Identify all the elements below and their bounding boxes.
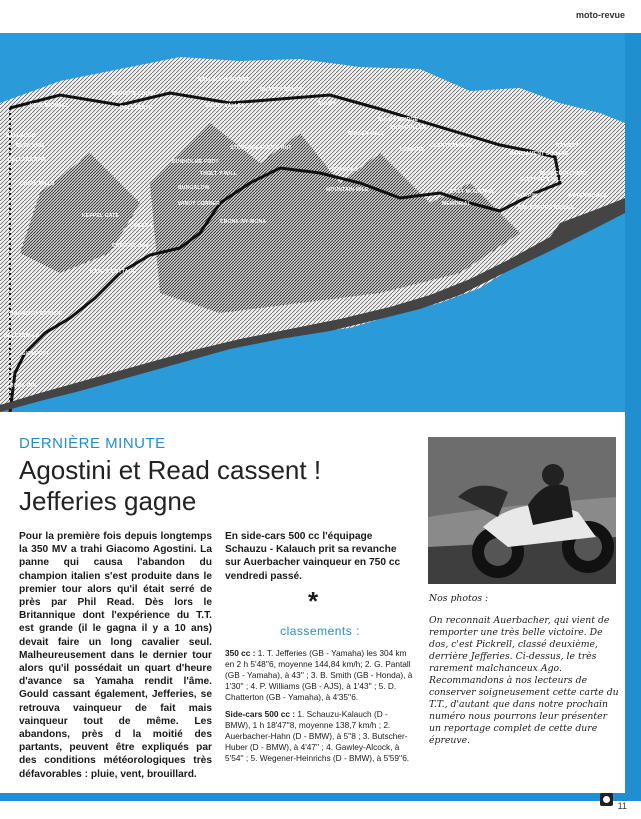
map-label: CRONK-NY-MONA bbox=[220, 219, 267, 225]
map-label: BALLAUGH bbox=[6, 133, 36, 139]
article-title bbox=[19, 455, 321, 517]
asterisk-divider: * bbox=[308, 586, 319, 616]
results-350cc-text: 1. T. Jefferies (GB - Yamaha) les 304 km en 2 h 5'48''6, moyenne 144,84 km/h; 2. G. Pantall (GB - Yamaha), à 43'' ; 3. B. Smith (GB - Honda), à 1'30'' ; 4. P. Williams (GB - AJS), à 1'43'' ; 5. D. Chatterton (GB - Yamaha), à 4'35''6. bbox=[225, 648, 413, 702]
map-label: RAMSEY bbox=[556, 143, 579, 149]
map-label: EAST MOUNTAIN bbox=[450, 189, 494, 195]
map-label: DUNHOLME FOOT bbox=[172, 159, 219, 165]
map-label: BRANDISH CORNER bbox=[10, 311, 63, 317]
map-label: KEPPEL GATE bbox=[82, 213, 120, 219]
map-label: STEPPER'S HILL bbox=[520, 177, 564, 183]
classements-heading: classements : bbox=[280, 624, 360, 638]
map-label: BALLACRYE bbox=[120, 105, 153, 111]
tt-course-map bbox=[0, 33, 625, 412]
results-sidecars-text: 1. Schauzu-Kalauch (D - BMW), 1 h 18'47''8, moyenne 138,7 km/h ; 2. Auerbacher-Hahn (D - BMW), à 5''8 ; 3. Butscher-Huber (D - BMW), à 4'47'' ; 4. Gawley-Alcock, à 5'54'' ; 5. Wegener-Heinrichs (D - BMW), à 5'59''6. bbox=[225, 709, 410, 763]
map-label: HAIRPIN bbox=[515, 193, 537, 199]
map-label: SULBY VALLEY bbox=[205, 103, 245, 109]
page-content bbox=[0, 33, 625, 793]
article-kicker: DERNIÈRE MINUTE bbox=[19, 435, 166, 452]
map-label: BALLAUGH BRIDGE bbox=[198, 77, 250, 83]
article-body-column-2: En side-cars 500 cc l'équipage Schauzu - Kalauch prit sa revanche sur Auerbacher vainqueur en 750 cc vendredi passé. bbox=[225, 531, 401, 582]
map-label: GLEN VINE bbox=[16, 143, 45, 149]
map-label: BUNGALOW bbox=[178, 185, 210, 191]
caption-body: On reconnait Auerbacher, qui vient de remporter une très belle victoire. De dos, c'est Pickrell, classé deuxième, derrière Jefferies. Ci-dessus, le très rarement malchanceux Ago. Recommandons à nos lecteurs de conserver soigneusement cette carte du T.T., d'autant que dans notre prochain numéro nous pourrons leur présenter un reportage complet de cette dure épreuve. bbox=[429, 615, 619, 746]
map-label: CREG-NY-BAA bbox=[112, 243, 150, 249]
map-illustration bbox=[0, 33, 625, 412]
map-label: SULBY bbox=[318, 101, 336, 107]
map-label: CRONK INN bbox=[6, 383, 37, 389]
map-label: MOUNTAIN MILE bbox=[326, 187, 369, 193]
map-label: MEMORIAL bbox=[442, 201, 471, 207]
motorcycle-photo bbox=[428, 437, 616, 584]
map-label: KIRK MICHAEL bbox=[30, 103, 69, 109]
map-label: WATERWORKS bbox=[568, 193, 607, 199]
map-label: BALLACRAINE bbox=[8, 157, 47, 163]
photo-caption bbox=[429, 593, 621, 747]
rider-image bbox=[428, 437, 616, 584]
results-350cc bbox=[225, 648, 415, 703]
results-350cc-label: 350 cc : bbox=[225, 648, 256, 658]
map-label: SIGNPOST bbox=[22, 351, 50, 357]
map-label: GREEBA bbox=[130, 223, 153, 229]
map-label: STONEBREAKER'S HUT bbox=[230, 145, 292, 151]
results-sidecars bbox=[225, 709, 415, 764]
caption-heading: Nos photos : bbox=[429, 593, 489, 604]
map-label: QUARRY BENDS bbox=[260, 87, 303, 93]
map-label: SULBY BRIDGE bbox=[378, 117, 419, 123]
map-label: KATE'S COTTAGE bbox=[90, 269, 137, 275]
race-results bbox=[225, 648, 415, 770]
map-label: GOVERNORS BRIDGE bbox=[518, 205, 575, 211]
map-label: PARLIAMENT SQUARE bbox=[510, 151, 569, 157]
map-label: GLENTRAMMAN bbox=[430, 143, 472, 149]
end-mark-icon bbox=[600, 793, 613, 806]
results-sidecars-label: Side-cars 500 cc : bbox=[225, 709, 296, 719]
map-label: THOLT-Y-WILL bbox=[200, 171, 238, 177]
map-label: LEZAYRE bbox=[400, 147, 425, 153]
map-label: UNION MILLS bbox=[20, 181, 55, 187]
map-label: GLENCRUTCHERY bbox=[540, 171, 588, 177]
title-line-1: Agostini et Read cassent ! bbox=[19, 455, 322, 485]
map-label: GINGER HALL bbox=[348, 131, 385, 137]
map-label: BALLASALLA bbox=[4, 333, 40, 339]
title-line-2: Jefferies gagne bbox=[19, 486, 197, 516]
map-label: RHENCULLEN bbox=[390, 125, 427, 131]
article-body-column-1: Pour la première fois depuis longtemps la 350 MV a trahi Giacomo Agostini. La panne qui causa l'abandon du champion italien s'est produite dans le premier tour alors qu'il était serré de près par Phil Read. Dès lors le Britannique dont l'expérience du T.T. est grande (il le gagna il y a 10 ans) devait faire un long cavalier seul. Malheureusement dans le dernier tour alors qu'il possédait un quart d'heure d'avance sa Yamaha rendit l'âme. Gould cassant également, Jefferies, se retrouva vainqueur de fait mais vainqueur tout de même. Les abandons, près d la moitié des partants, peuvent être expliqués par des conditions météorologiques très défavorables : pluie, vent, brouillard. bbox=[19, 531, 212, 780]
magazine-brand: moto-revue bbox=[575, 10, 625, 20]
map-label: BISHOPS COURT bbox=[112, 91, 157, 97]
map-label: VERANDAH bbox=[328, 167, 358, 173]
page-number: 11 bbox=[617, 801, 627, 811]
page-frame bbox=[0, 33, 641, 801]
map-label: WINDY CORNER bbox=[178, 201, 221, 207]
